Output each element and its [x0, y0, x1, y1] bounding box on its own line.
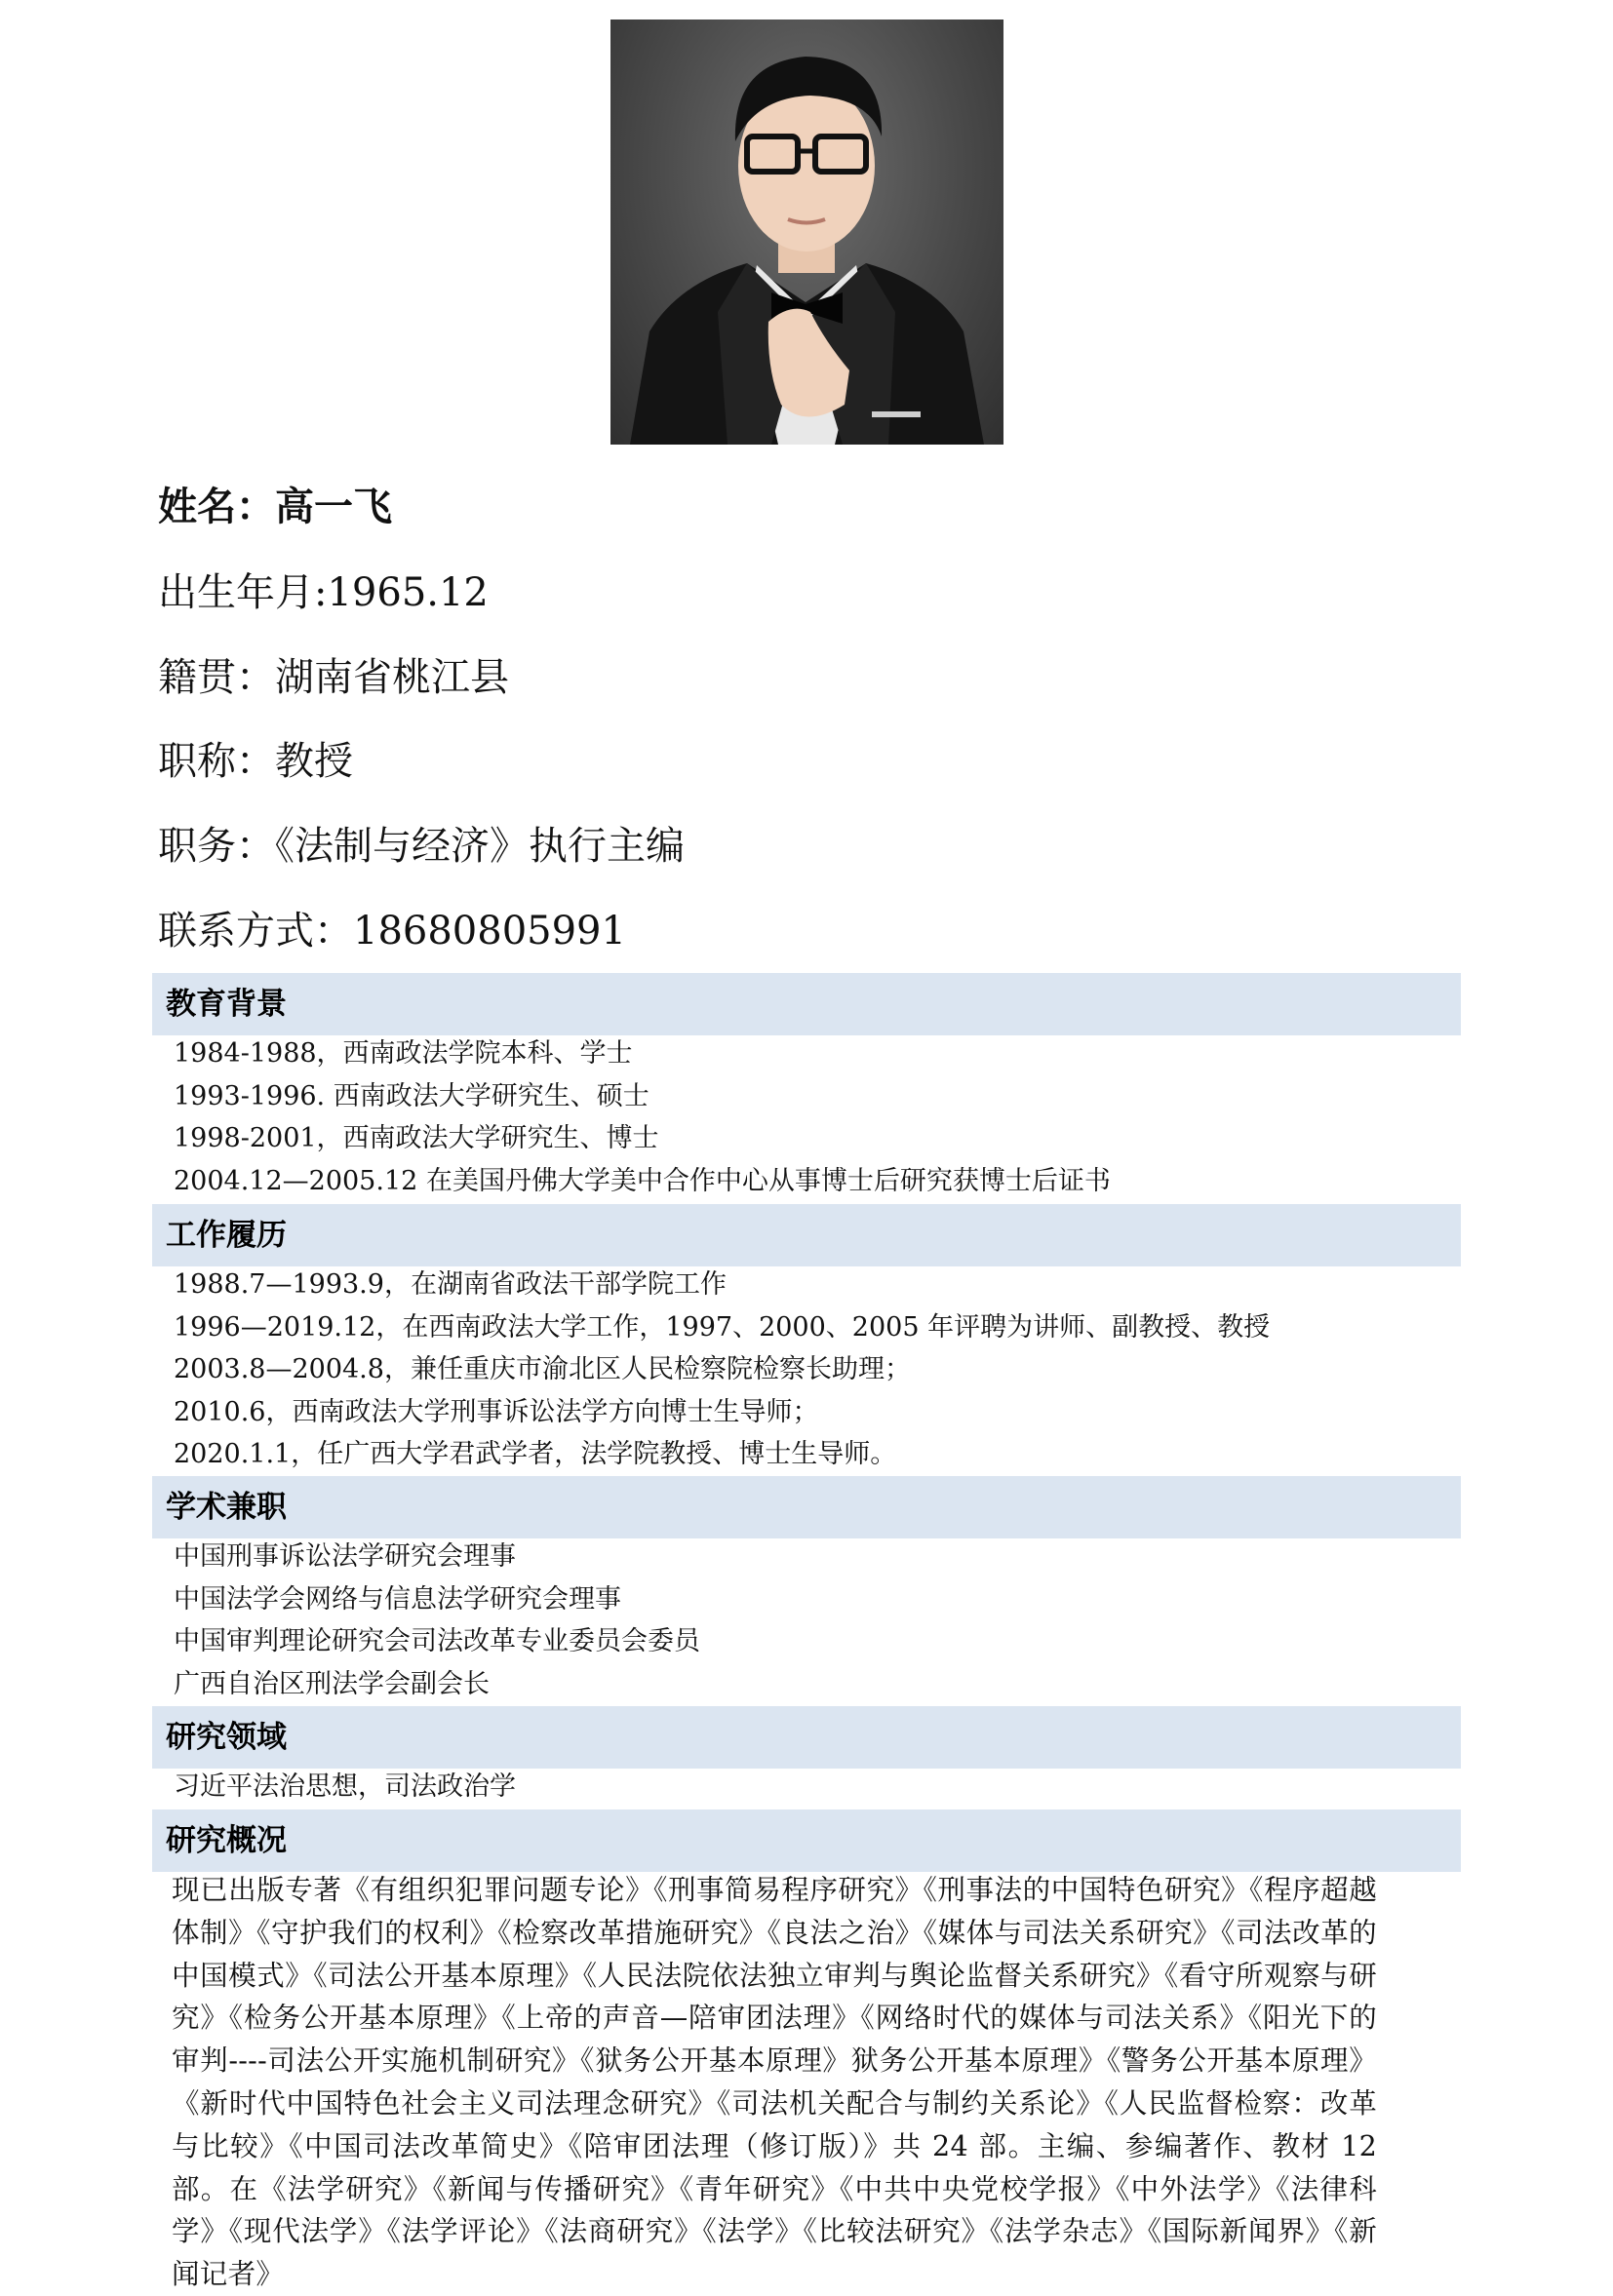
birth-line: 出生年月:1965.12 [158, 570, 489, 615]
profile-photo [610, 19, 1003, 445]
work-item: 1988.7—1993.9，在湖南省政法干部学院工作 [174, 1269, 727, 1300]
education-item: 1998-2001，西南政法大学研究生、博士 [174, 1123, 659, 1153]
work-item: 2010.6，西南政法大学刑事诉讼法学方向博士生导师； [174, 1397, 819, 1427]
education-item: 2004.12—2005.12 在美国丹佛大学美中合作中心从事博士后研究获博士后证书 [174, 1166, 1111, 1196]
academic-section-header [152, 1476, 1461, 1538]
academic-item: 广西自治区刑法学会副会长 [174, 1669, 490, 1699]
academic-item: 中国刑事诉讼法学研究会理事 [174, 1541, 516, 1572]
education-title: 教育背景 [166, 987, 287, 1022]
research-overview-paragraph: 现已出版专著《有组织犯罪问题专论》《刑事简易程序研究》《刑事法的中国特色研究》《程序超越体制》《守护我们的权利》《检察改革措施研究》《良法之治》《媒体与司法关系研究》《司法改革的中国模式》《司法公开基本原理》《人民法院依法独立审判与舆论监督关系研究》《看守所观察与研究》《检务公开基本原理》《上帝的声音—陪审团法理》《网络时代的媒体与司法关系》《阳光下的审判----司法公开实施机制研究》《狱务公开基本原理》狱务公开基本原理》《警务公开基本原理》《新时代中国特色社会主义司法理念研究》《司法机关配合与制约关系论》《人民监督检察：改革与比较》《中国司法改革简史》《陪审团法理（修订版）》共 24 部。主编、参编著作、教材 12 部。在《法学研究》《新闻与传播研究》《青年研究》《中共中央党校学报》《中外法学》《法律科学》《现代法学》《法学评论》《法商研究》《法学》《比较法研究》《法学杂志》《国际新闻界》《新闻记者》 [172, 1874, 1377, 2291]
education-item: 1984-1988，西南政法学院本科、学士 [174, 1038, 633, 1069]
education-section-header [152, 973, 1461, 1035]
contact-line: 联系方式：18680805991 [158, 909, 626, 953]
academic-item: 中国审判理论研究会司法改革专业委员会委员 [174, 1626, 700, 1656]
position-line: 职务：《法制与经济》执行主编 [158, 824, 685, 869]
work-item: 1996—2019.12，在西南政法大学工作，1997、2000、2005 年评聘为讲师、副教授、教授 [174, 1312, 1271, 1343]
research-field-title: 研究领域 [166, 1720, 287, 1755]
research-field-item: 习近平法治思想，司法政治学 [174, 1771, 516, 1802]
portrait-illustration [610, 19, 1003, 445]
academic-item: 中国法学会网络与信息法学研究会理事 [174, 1584, 621, 1615]
research-field-section-header [152, 1706, 1461, 1769]
title-line: 职称：教授 [158, 739, 353, 784]
academic-title: 学术兼职 [166, 1490, 287, 1525]
work-item: 2003.8—2004.8，兼任重庆市渝北区人民检察院检察长助理； [174, 1354, 911, 1384]
work-title: 工作履历 [166, 1218, 287, 1253]
work-item: 2020.1.1，任广西大学君武学者，法学院教授、博士生导师。 [174, 1439, 897, 1469]
research-overview-title: 研究概况 [166, 1823, 287, 1858]
education-item: 1993-1996. 西南政法大学研究生、硕士 [174, 1081, 649, 1111]
origin-line: 籍贯：湖南省桃江县 [158, 655, 509, 700]
name-line: 姓名：高一飞 [158, 484, 392, 529]
work-section-header [152, 1204, 1461, 1266]
research-overview-section-header [152, 1810, 1461, 1872]
